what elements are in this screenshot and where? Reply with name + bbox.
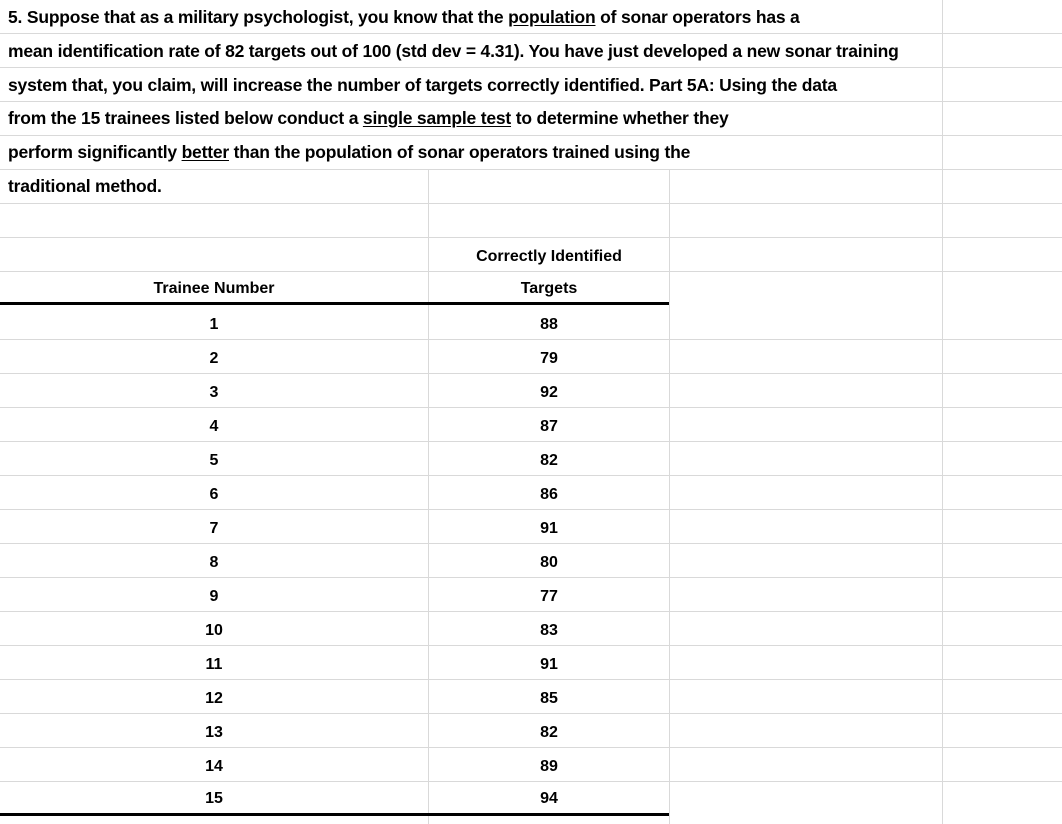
targets-cell: 86 [540, 486, 558, 503]
trainee-number-cell: 6 [209, 486, 219, 503]
prompt-line-1: 5. Suppose that as a military psychologist, you know that the population of sonar operators has a [8, 7, 800, 27]
trainee-number-cell: 9 [209, 588, 219, 605]
targets-cell: 83 [540, 622, 558, 639]
targets-cell: 80 [540, 554, 558, 571]
gridline [0, 203, 1062, 204]
trainee-number-cell: 10 [205, 622, 223, 639]
trainee-number-cell: 14 [205, 758, 223, 775]
header-targets-line2: Targets [520, 280, 578, 297]
targets-cell: 82 [540, 724, 558, 741]
prompt-line-5: perform significantly better than the population of sonar operators trained using the [8, 142, 691, 162]
targets-cell: 92 [540, 384, 558, 401]
header-rule [0, 302, 669, 305]
targets-cell: 89 [540, 758, 558, 775]
header-trainee-number: Trainee Number [153, 280, 275, 297]
trainee-number-cell: 15 [205, 790, 223, 807]
trainee-number-cell: 3 [209, 384, 219, 401]
footer-rule [0, 813, 669, 816]
gridline [0, 237, 1062, 238]
trainee-number-cell: 8 [209, 554, 219, 571]
gridline [942, 0, 943, 824]
trainee-number-cell: 1 [209, 316, 219, 333]
targets-cell: 88 [540, 316, 558, 333]
targets-cell: 91 [540, 520, 558, 537]
targets-cell: 79 [540, 350, 558, 367]
trainee-number-cell: 4 [209, 418, 219, 435]
targets-cell: 87 [540, 418, 558, 435]
trainee-number-cell: 13 [205, 724, 223, 741]
gridline [669, 169, 670, 824]
prompt-line-2: mean identification rate of 82 targets out of 100 (std dev = 4.31). You have just developed a new sonar training [8, 41, 899, 61]
prompt-line-6: traditional method. [8, 176, 162, 196]
trainee-number-cell: 2 [209, 350, 219, 367]
trainee-number-cell: 5 [209, 452, 219, 469]
trainee-number-cell: 11 [205, 656, 223, 673]
targets-cell: 82 [540, 452, 558, 469]
prompt-line-3: system that, you claim, will increase the number of targets correctly identified. Part 5A: Using the data [8, 75, 837, 95]
targets-cell: 91 [540, 656, 558, 673]
prompt-line-4: from the 15 trainees listed below conduct a single sample test to determine whether they [8, 108, 729, 128]
targets-cell: 77 [540, 588, 558, 605]
targets-cell: 94 [540, 790, 558, 807]
trainee-number-cell: 7 [209, 520, 219, 537]
trainee-number-cell: 12 [205, 690, 223, 707]
targets-cell: 85 [540, 690, 558, 707]
header-targets-line1: Correctly Identified [476, 248, 622, 265]
